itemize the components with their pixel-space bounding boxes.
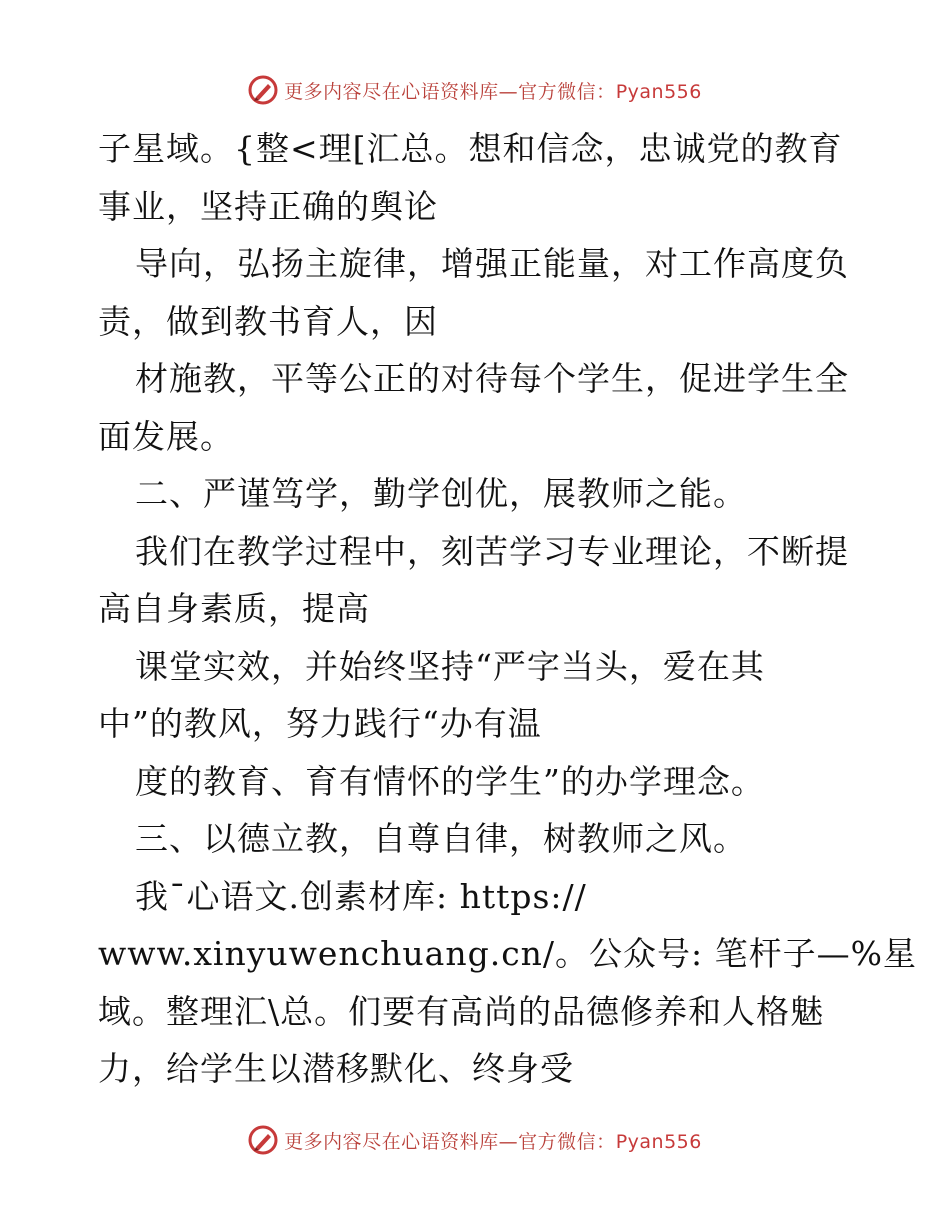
watermark-sub-text: 官方微信： [518,80,616,103]
watermark-main-text: 更多内容尽在心语资料库 [284,80,499,103]
text-line: 中”的教风，努力践行“办有温 [98,704,542,743]
text-line: 三、以德立教，自尊自律，树教师之风。 [135,819,747,858]
text-line: 力，给学生以潜移默化、终身受 [98,1049,574,1088]
text-line: 事业，坚持正确的舆论 [98,186,438,226]
text-line: 度的教育、育有情怀的学生”的办学理念。 [135,761,765,801]
text-line: 二、严谨笃学，勤学创优，展教师之能。 [135,474,747,513]
text-line: www.xinyuwenchuang.cn/。公众号: 笔杆子—%星 [98,934,918,973]
document-body [98,120,918,1098]
pen-logo-icon [248,75,278,105]
text-line: 子星域。{整<理[汇总。想和信念，忠诚党的教育 [98,129,843,168]
header-watermark [0,70,950,110]
text-line: 我们在教学过程中，刻苦学习专业理论，不断提 [135,531,849,571]
text-line: 导向，弘扬主旋律，增强正能量，对工作高度负 [135,244,849,283]
text-line: 高自身素质，提高 [98,589,370,628]
text-line: 面发展。 [98,416,234,456]
watermark-separator: — [498,80,519,103]
pen-logo-icon [248,1125,278,1155]
watermark-main-text: 更多内容尽在心语资料库 [284,1130,499,1153]
watermark-wechat-id: Pyan556 [615,80,702,103]
text-line: 域。整理汇\总。们要有高尚的品德修养和人格魅 [98,991,825,1031]
text-line: 我¯心语文.创素材库: https:// [135,876,587,916]
watermark-sub-text: 官方微信： [518,1130,616,1153]
text-line: 课堂实效，并始终坚持“严字当头，爱在其 [135,646,765,686]
text-line: 责，做到教书育人，因 [98,301,438,341]
watermark-wechat-id: Pyan556 [615,1130,702,1153]
text-line: 材施教，平等公正的对待每个学生，促进学生全 [135,359,849,398]
footer-watermark [0,1120,950,1160]
watermark-separator: — [498,1130,519,1153]
